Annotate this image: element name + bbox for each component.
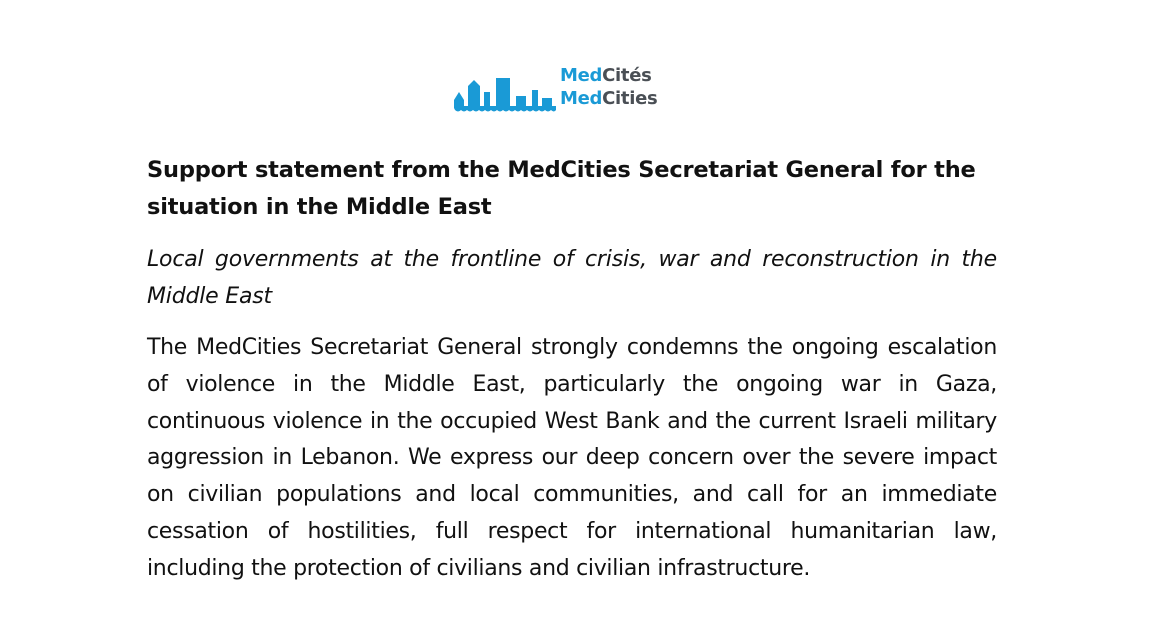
statement-paragraph: The MedCities Secretariat General strongly condemns the ongoing escalation of violence in the Middle East, particularly the ongoing war in Gaza, continuous violence in the occupied West Bank and the current Israeli military aggression in Lebanon. We express our deep concern over the severe impact on civilian populations and local communities, and call for an immediate cessation of hostilities, full respect for international humanitarian law, including the protection of civilians and civilian infrastructure.	[147, 335, 997, 581]
logo-cites-text: Cités	[602, 65, 652, 86]
city-skyline-icon	[452, 72, 558, 114]
logo-cities-text: Cities	[602, 88, 658, 109]
medcities-logo	[452, 64, 680, 114]
logo-med-text: Med	[560, 65, 603, 86]
logo-line-english	[560, 87, 657, 110]
logo-wordmark	[560, 64, 657, 110]
logo-line-french	[560, 64, 657, 87]
statement-title: Support statement from the MedCities Secretariat General for the situation in the Middle East	[147, 157, 976, 220]
statement-subtitle: Local governments at the frontline of crisis, war and reconstruction in the Middle East	[147, 247, 997, 309]
logo-med-text: Med	[560, 88, 603, 109]
statement-content	[147, 152, 997, 588]
